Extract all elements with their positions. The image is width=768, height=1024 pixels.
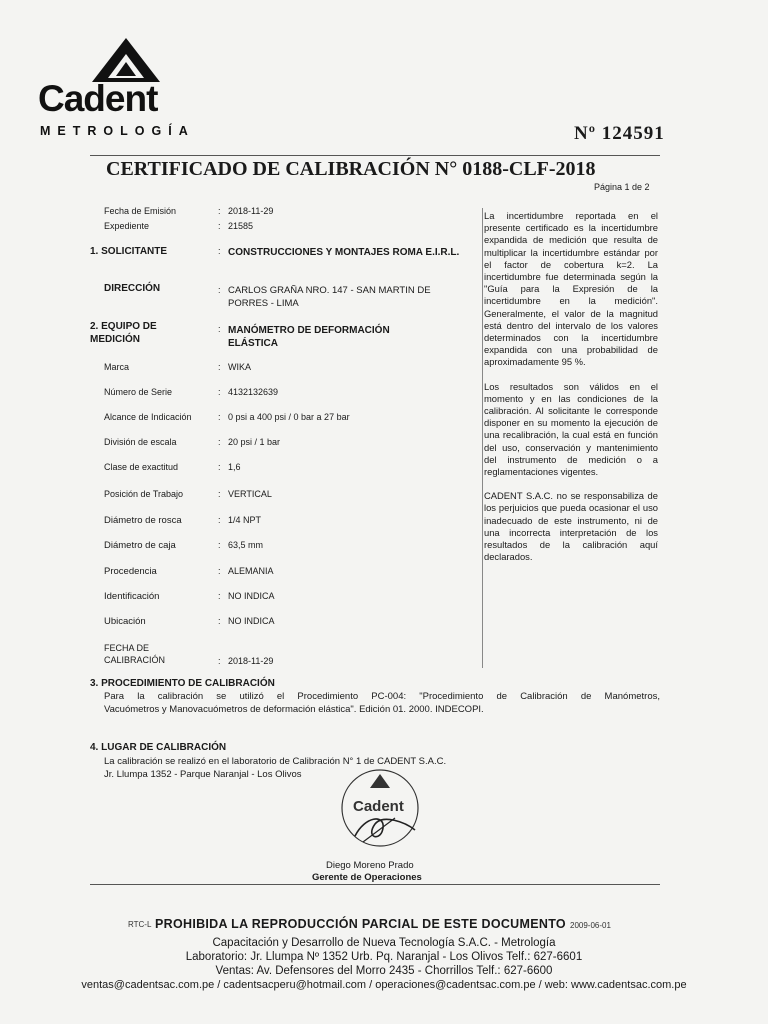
signer-role: Gerente de Operaciones bbox=[312, 872, 422, 883]
field-value-scale-division: 20 psi / 1 bar bbox=[228, 437, 281, 447]
field-value-location: NO INDICA bbox=[228, 616, 275, 626]
uncertainty-note: La incertidumbre reportada en el presente certificado es la incertidumbre expandida de medición que resulta de multiplicar la incertidumbre estándar por el factor de cobertura k=2. La incertidumbre fue determinada según la "Guía para la Expresión de la incertidumbre en la medición". Generalmente, el valor de la magnitud está dentro del intervalo de los valores determinados con la incertidumbre expandida con una probabilidad de aproximadamente 95 %. bbox=[484, 210, 658, 368]
section-location-line2: Jr. Llumpa 1352 - Parque Naranjal - Los Olivos bbox=[104, 769, 302, 780]
field-value-range: 0 psi a 400 psi / 0 bar a 27 bar bbox=[228, 412, 350, 422]
field-label-equipment: 2. EQUIPO DE MEDICIÓN bbox=[90, 321, 157, 345]
field-value-equipment: MANÓMETRO DE DEFORMACIÓN ELÁSTICA bbox=[228, 325, 390, 349]
signer-name: Diego Moreno Prado bbox=[326, 860, 414, 871]
field-value-thread-diameter: 1/4 NPT bbox=[228, 515, 262, 525]
field-value-identification: NO INDICA bbox=[228, 591, 275, 601]
certificate-title: CERTIFICADO DE CALIBRACIÓN N° 0188-CLF-2018 bbox=[106, 158, 596, 180]
column-divider bbox=[482, 208, 483, 668]
page-number: Página 1 de 2 bbox=[594, 182, 650, 192]
company-stamp-signature bbox=[325, 766, 435, 858]
field-label-address: DIRECCIÓN bbox=[104, 283, 161, 294]
validity-note: Los resultados son válidos en el momento y en las condiciones de la calibración. Al solicitante le corresponde disponer en su momento la ejecución de una recalibración, la cual está en función del uso, conservación y mantenimiento del instrumento de medición o a reglamentaciones vigentes. bbox=[484, 380, 658, 478]
section-location-line1: La calibración se realizó en el laboratorio de Calibración N° 1 de CADENT S.A.C. bbox=[104, 756, 447, 767]
logo-name: Cadent bbox=[38, 78, 158, 119]
field-label-file: Expediente bbox=[104, 221, 150, 231]
section-procedure-title: 3. PROCEDIMIENTO DE CALIBRACIÓN bbox=[90, 678, 275, 689]
field-value-calibration-date: 2018-11-29 bbox=[228, 656, 274, 666]
footer-lab-address: Laboratorio: Jr. Llumpa Nº 1352 Urb. Pq. Naranjal - Los Olivos Telf.: 627-6601 bbox=[185, 951, 583, 963]
field-label-issue-date: Fecha de Emisión bbox=[104, 206, 177, 216]
form-code: RTC-L bbox=[128, 920, 152, 929]
field-label-calibration-date: FECHA DE CALIBRACIÓN bbox=[104, 643, 166, 665]
footer-company: Capacitación y Desarrollo de Nueva Tecnología S.A.C. - Metrología bbox=[212, 937, 556, 949]
footer-divider bbox=[90, 884, 660, 885]
field-value-brand: WIKA bbox=[228, 362, 252, 372]
form-date: 2009-06-01 bbox=[570, 921, 611, 930]
header-divider bbox=[90, 155, 660, 156]
field-value-case-diameter: 63,5 mm bbox=[228, 540, 264, 550]
notes-column bbox=[484, 210, 658, 575]
footer-sales-address: Ventas: Av. Defensores del Morro 2435 - Chorrillos Telf.: 627-6600 bbox=[215, 965, 553, 977]
field-value-origin: ALEMANIA bbox=[228, 566, 274, 576]
field-label-accuracy-class: Clase de exactitud bbox=[104, 462, 179, 472]
field-label-identification: Identificación bbox=[104, 591, 160, 602]
field-label-work-position: Posición de Trabajo bbox=[104, 489, 184, 499]
field-value-file: 21585 bbox=[228, 221, 254, 231]
field-value-accuracy-class: 1,6 bbox=[228, 462, 241, 472]
footer-contacts: ventas@cadentsac.com.pe / cadentsacperu@hotmail.com / operaciones@cadentsac.com.pe / web: www.cadentsac.com.pe bbox=[81, 979, 687, 991]
field-value-requester: CONSTRUCCIONES Y MONTAJES ROMA E.I.R.L. bbox=[228, 247, 460, 258]
logo-subtitle: METROLOGÍA bbox=[40, 124, 195, 138]
field-label-location: Ubicación bbox=[104, 616, 146, 627]
section-location-title: 4. LUGAR DE CALIBRACIÓN bbox=[90, 742, 227, 753]
section-procedure-line1: Para la calibración se utilizó el Procedimiento PC-004: "Procedimiento de Calibración de Manómetros, bbox=[104, 691, 660, 702]
field-value-serial-number: 4132132639 bbox=[228, 387, 279, 397]
field-label-case-diameter: Diámetro de caja bbox=[104, 540, 176, 551]
certificate-serial-number: Nº 124591 bbox=[574, 123, 665, 144]
reproduction-notice: PROHIBIDA LA REPRODUCCIÓN PARCIAL DE ESTE DOCUMENTO bbox=[155, 917, 566, 931]
field-label-origin: Procedencia bbox=[104, 566, 157, 577]
field-label-serial-number: Número de Serie bbox=[104, 387, 173, 397]
field-label-brand: Marca bbox=[104, 362, 130, 372]
field-value-address: CARLOS GRAÑA NRO. 147 - SAN MARTIN DE PORRES - LIMA bbox=[228, 285, 431, 309]
liability-note: CADENT S.A.C. no se responsabiliza de los perjuicios que pueda ocasionar el uso inadecuado de este instrumento, ni de una incorrecta interpretación de los resultados de la calibración aquí declarados. bbox=[484, 490, 658, 563]
section-procedure-line2: Vacuómetros y Manovacuómetros de deformación elástica". Edición 01. 2000. INDECOPI. bbox=[104, 704, 484, 715]
field-label-requester: 1. SOLICITANTE bbox=[90, 246, 168, 257]
field-label-scale-division: División de escala bbox=[104, 437, 177, 447]
field-label-range: Alcance de Indicación bbox=[104, 412, 192, 422]
field-value-issue-date: 2018-11-29 bbox=[228, 206, 274, 216]
field-label-thread-diameter: Diámetro de rosca bbox=[104, 515, 182, 526]
field-value-work-position: VERTICAL bbox=[228, 489, 272, 499]
stamp-text: Cadent bbox=[353, 798, 404, 815]
